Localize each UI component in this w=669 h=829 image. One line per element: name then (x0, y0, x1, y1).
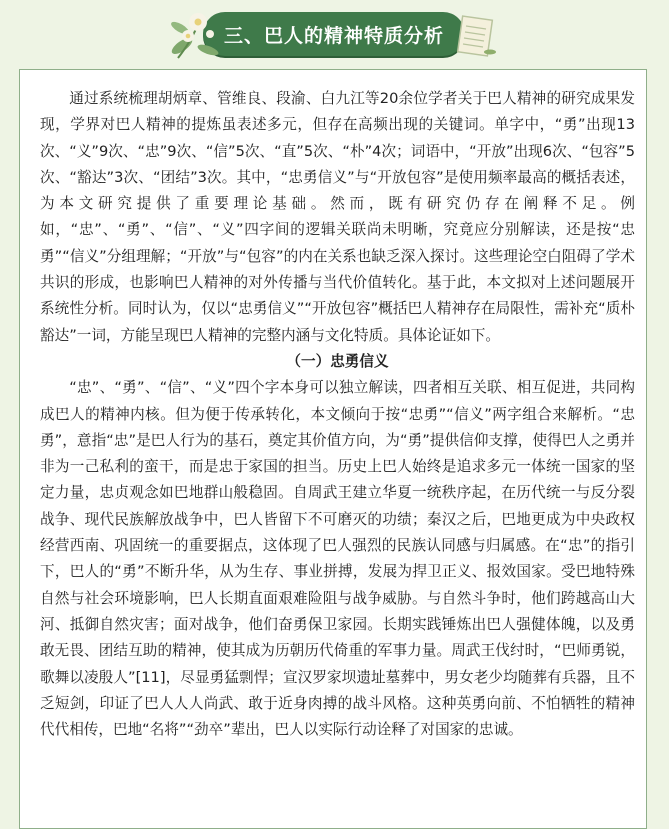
section-heading: （一）忠勇信义 (286, 352, 389, 370)
section-title: 三、巴人的精神特质分析 (223, 24, 444, 47)
scroll-decoration-icon (452, 12, 502, 58)
title-banner (203, 12, 465, 56)
body-paragraph: “忠”、“勇”、“信”、“义”四个字本身可以独立解读，四者相互关联、相互促进，共同构成巴人的精神内核。但为便于传承转化，本文倾向于按“忠勇”“信义”两字组合来解析。“忠勇”，意指“忠”是巴人行为的基石，奠定其价值方向，为“勇”提供信仰支撑，使得巴人之勇并非为一己私利的蛮干，而是忠于家国的担当。历史上巴人始终是追求多元一体统一国家的坚定力量，忠贞观念如巴地群山般稳固。自周武王建立华夏一统秩序起，在历代统一与反分裂战争、现代民族解放战争中，巴人皆留下不可磨灭的功绩；秦汉之后，巴地更成为中央政权经营西南、巩固统一的重要据点，这体现了巴人强烈的民族认同感与归属感。在“忠”的指引下，巴人的“勇”不断升华，从为生存、事业拼搏，发展为捍卫正义、报效国家。受巴地特殊自然与社会环境影响，巴人长期直面艰难险阻与战争威胁。与自然斗争时，他们跨越高山大河、抵御自然灾害；面对战争，他们奋勇保卫家园。长期实践锤炼出巴人强健体魄，以及勇敢无畏、团结互助的精神，使其成为历朝历代倚重的军事力量。周武王伐纣时，“巴师勇锐，歌舞以凌殷人”[11]，尽显勇猛剽悍；宣汉罗家坝遗址墓葬中，男女老少均随葬有兵器，且不乏短剑，印证了巴人人人尚武、敢于近身肉搏的战斗风格。这种英勇向前、不怕牺牲的精神代代相传，巴地“名将”“劲卒”辈出，巴人以实际行动诠释了对国家的忠诚。 (40, 379, 635, 739)
flower-decoration-icon (168, 6, 226, 62)
article-body (40, 86, 635, 743)
section-header (0, 0, 669, 64)
intro-paragraph: 通过系统梳理胡炳章、管维良、段渝、白九江等20余位学者关于巴人精神的研究成果发现，学界对巴人精神的提炼虽表述多元，但存在高频出现的关键词。单字中，“勇”出现13次、“义”9次、“忠”9次、“信”5次、“直”5次、“朴”4次；词语中，“开放”出现6次、“包容”5次、“豁达”3次、“团结”3次。其中，“忠勇信义”与“开放包容”是使用频率最高的概括表述，为本文研究提供了重要理论基础。然而，既有研究仍存在阐释不足。例如，“忠”、“勇”、“信”、“义”四字间的逻辑关联尚未明晰，究竟应分别解读，还是按“忠勇”“信义”分组理解；“开放”与“包容”的内在关系也缺乏深入探讨。这些理论空白阻碍了学术共识的形成，也影响巴人精神的对外传播与当代价值转化。基于此，本文拟对上述问题展开系统性分析。同时认为，仅以“忠勇信义”“开放包容”概括巴人精神存在局限性，需补充“质朴豁达”一词，方能呈现巴人精神的完整内涵与文化特质。具体论证如下。 (40, 90, 635, 344)
